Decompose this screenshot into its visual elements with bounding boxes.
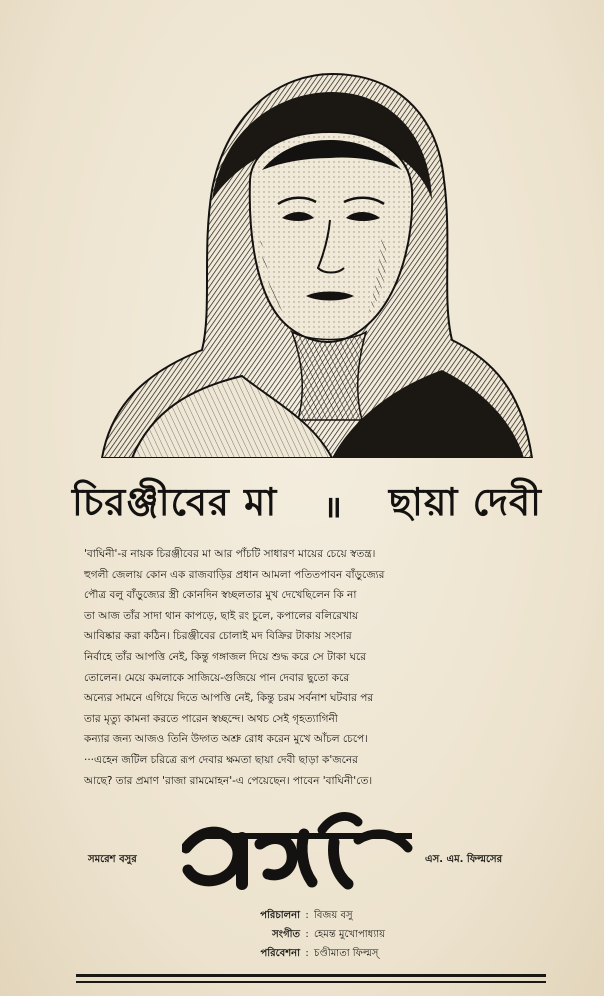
crew-row-distribution — [196, 944, 476, 963]
crew-colon: : — [305, 929, 309, 940]
description-line: 'বাঘিনী'-র নায়ক চিরঞ্জীবের মা আর পাঁচটি সাধারণ মায়ের চেয়ে স্বতন্ত্র। — [84, 548, 376, 560]
crew-role: সংগীত — [272, 929, 300, 940]
headline-actor: ছায়া দেবী — [388, 479, 542, 524]
character-description — [84, 544, 544, 791]
description-line: আবিষ্কার করা কঠিন। চিরঞ্জীবের চোলাই মদ বিক্রির টাকায় সংসার — [84, 630, 352, 643]
crew-role: পরিচালনা — [260, 910, 300, 921]
crew-name: হেমন্ত মুখোপাধ্যায় — [314, 929, 385, 940]
description-line: আছে? তার প্রমাণ 'রাজা রামমোহন'-এ পেয়েছেন। পাবেন 'বাঘিনী'তে। — [84, 774, 373, 787]
crew-colon: : — [305, 910, 309, 921]
crew-row-music — [196, 925, 476, 944]
crew-colon: : — [305, 948, 309, 959]
film-title-logo — [182, 808, 418, 896]
description-line: তোলেন। মেয়ে কমলাকে সাজিয়ে-গুজিয়ে পান দেবার ছুতো করে — [84, 671, 350, 684]
headline — [72, 474, 542, 536]
description-line: তার মৃত্যু কামনা করতে পারেন স্বচ্ছন্দে। অথচ সেই গৃহত্যাগিনী — [84, 712, 338, 725]
description-line: কন্যার জন্য আজও তিনি উদ্গত অশ্রু রোধ করেন মুখে আঁচল চেপে। — [84, 733, 368, 746]
description-line: অন্যের সামনে এগিয়ে দিতে আপত্তি নেই, কিন্তু চরম সর্বনাশ ঘটবার পর — [84, 692, 374, 705]
bottom-rule-thin — [76, 981, 546, 983]
bottom-rule-thick — [76, 974, 546, 977]
headline-separator: ॥ — [323, 489, 343, 525]
studio-credit: এস. এম. ফিল্মসের — [425, 854, 503, 865]
description-line: হুগলী জেলায় কোন এক রাজবাড়ির প্রধান আমলা পতিতপাবন বাঁড়ুজ্যের — [84, 568, 385, 581]
crew-row-direction — [196, 906, 476, 925]
author-credit: সমরেশ বসুর — [88, 854, 137, 865]
crew-name: বিজয় বসু — [314, 910, 353, 921]
description-line: ···এহেন জটিল চরিত্রে রূপ দেবার ক্ষমতা ছায়া দেবী ছাড়া ক'জনের — [84, 753, 358, 766]
description-line: পৌত্র বলু বাঁড়ুজ্যের স্ত্রী কোনদিন স্বচ্ছলতার মুখ দেখেছিলেন কি না — [84, 589, 357, 602]
description-line: নির্বাহে তাঁর আপত্তি নেই, কিন্তু গঙ্গাজল দিয়ে শুদ্ধ করে সে টাকা ঘরে — [84, 650, 367, 663]
crew-role: পরিবেশনা — [260, 948, 300, 959]
portrait-illustration — [92, 70, 540, 458]
crew-credits — [196, 906, 476, 963]
headline-role: চিরঞ্জীবের মা — [72, 479, 278, 524]
crew-name: চণ্ডীমাতা ফিল্মস্ — [314, 948, 379, 959]
description-line: তা আজ তাঁর সাদা থান কাপড়ে, ছাই রং চুলে, কপালের বলিরেখায় — [84, 609, 359, 622]
